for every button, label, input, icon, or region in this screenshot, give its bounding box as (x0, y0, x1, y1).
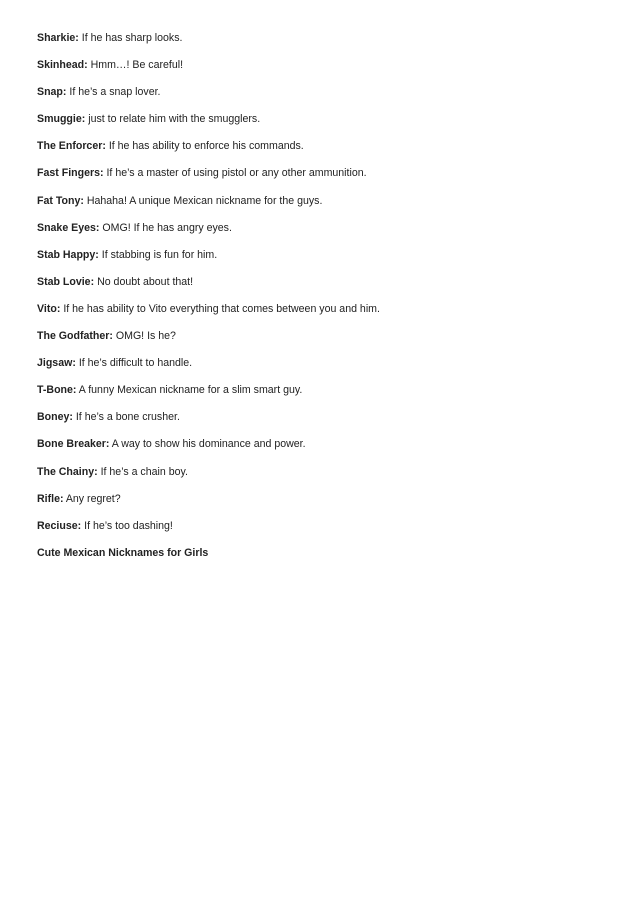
nickname-term: Vito: (37, 302, 61, 315)
nickname-term: Fast Fingers: (37, 167, 104, 180)
nickname-description: If he’s a snap lover. (69, 86, 161, 99)
nickname-description: OMG! If he has angry eyes. (102, 221, 232, 234)
nickname-entry (37, 275, 607, 290)
nickname-term: Bone Breaker: (37, 438, 110, 451)
nickname-description: If he’s difficult to handle. (78, 357, 193, 370)
nickname-description: A way to show his dominance and power. (111, 438, 306, 451)
nickname-description: If he has sharp looks. (81, 32, 183, 44)
nickname-entry (37, 139, 607, 154)
nickname-entry (37, 221, 607, 236)
nickname-entry (37, 519, 607, 534)
nickname-entry (37, 166, 607, 181)
nickname-description: just to relate him with the smugglers. (88, 113, 261, 126)
nickname-term: Smuggie: (37, 113, 86, 126)
nickname-term: Reciuse: (37, 519, 82, 532)
nickname-entry (37, 465, 607, 480)
nickname-entry (37, 410, 607, 425)
nickname-entry (37, 112, 607, 127)
nickname-description: If stabbing is fun for him. (101, 248, 218, 261)
nickname-entry (37, 329, 607, 344)
nickname-entry (37, 248, 607, 263)
nickname-description: Hmm…! Be careful! (90, 59, 184, 72)
nickname-entry (37, 356, 607, 371)
nickname-entry (37, 437, 607, 452)
nickname-term: The Godfather: (37, 330, 113, 343)
nickname-description: If he’s too dashing! (84, 519, 173, 532)
nickname-entry (37, 302, 607, 317)
nickname-entry (37, 31, 607, 46)
nickname-entry (37, 492, 607, 507)
nickname-term: The Enforcer: (37, 140, 106, 153)
nickname-description: If he’s a bone crusher. (75, 411, 180, 424)
nickname-description: If he’s a master of using pistol or any other ammunition. (106, 167, 367, 180)
nickname-term: Stab Lovie: (37, 275, 95, 288)
nickname-description: If he’s a chain boy. (100, 465, 188, 478)
nickname-entry (37, 85, 607, 100)
nickname-description: If he has ability to Vito everything that comes between you and him. (63, 302, 380, 315)
nickname-description: OMG! Is he? (115, 330, 176, 343)
nickname-term: Fat Tony: (37, 194, 84, 207)
nickname-term: Boney: (37, 411, 73, 424)
nickname-description: A funny Mexican nickname for a slim smart guy. (78, 384, 303, 397)
nickname-term: Skinhead: (37, 59, 88, 72)
nickname-term: Snap: (37, 86, 67, 99)
nickname-list (37, 31, 607, 561)
nickname-entry (37, 58, 607, 73)
nickname-description: Any regret? (65, 492, 121, 505)
nickname-term: The Chainy: (37, 465, 98, 478)
nickname-term: Rifle: (37, 492, 64, 505)
nickname-term: Stab Happy: (37, 248, 99, 261)
nickname-entry (37, 194, 607, 209)
nickname-description: If he has ability to enforce his commands. (108, 140, 304, 153)
nickname-description: No doubt about that! (97, 275, 194, 288)
nickname-term: Snake Eyes: (37, 221, 100, 234)
nickname-description: Hahaha! A unique Mexican nickname for the guys. (86, 194, 323, 207)
nickname-term: T-Bone: (37, 384, 77, 397)
section-heading: Cute Mexican Nicknames for Girls (37, 546, 209, 559)
nickname-entry (37, 383, 607, 398)
nickname-term: Jigsaw: (37, 357, 76, 370)
nickname-term: Sharkie: (37, 32, 79, 44)
